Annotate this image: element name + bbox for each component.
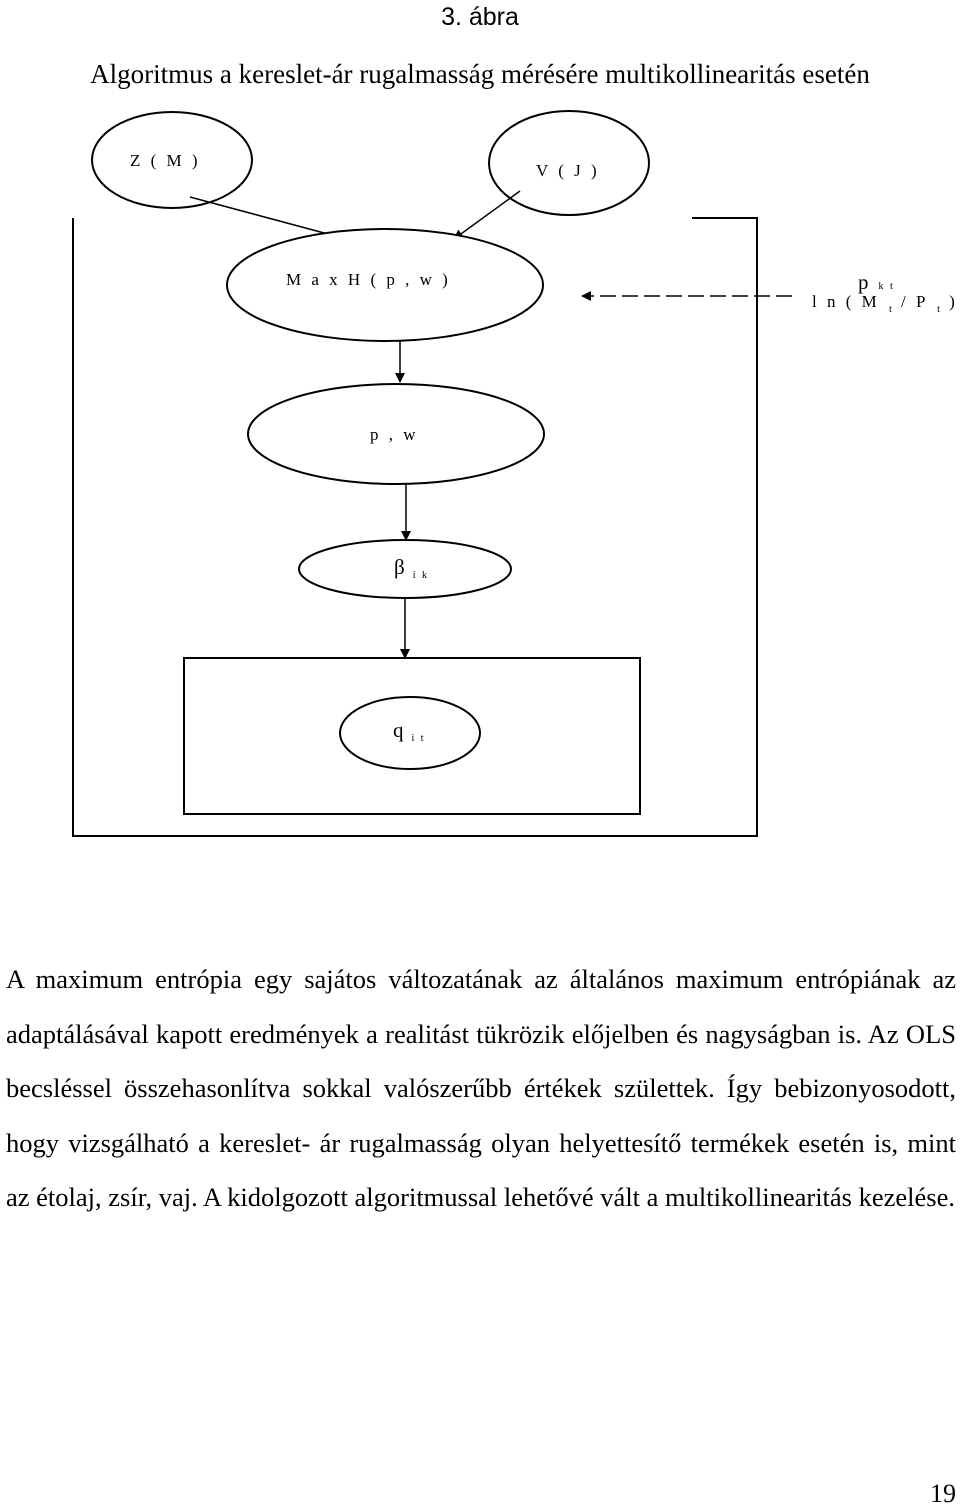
node-q-label: q $_{i t}$ [393,718,426,744]
input-top-label: p k t [858,270,895,294]
node-max-label: M a x H ( p , w ) [286,270,451,289]
node-pw-label: p , w [370,425,419,444]
body-paragraph: A maximum entrópia egy sajátos változatának az általános maximum entrópiának az adaptálásával kapott eredmények a realitást tükrözik előjelben és nagyságban is. Az OLS becsléssel összehasonlítva sokkal valószerűbb értékek születtek. Így bebizonyosodott, hogy vizsgálható a kereslet- ár rugalmasság olyan helyettesítő termékek esetén is, mint az étolaj, zsír, vaj. A kidolgozott algoritmussal lehetővé vált a multikollinearitás kezelése. [6,964,956,1212]
input-bottom-label: l n ( M $_t$ / P $_t$ ) [812,292,958,315]
figure-title: Algoritmus a kereslet-ár rugalmasság mérésére multikollinearitás esetén [90,59,870,89]
arrow-v-to-max [454,191,520,239]
node-q-ellipse [340,697,480,769]
page-number: 19 [930,1479,956,1508]
node-beta-label: β $_{i k}$ [394,555,429,581]
node-z-label: Z ( M ) [130,151,201,170]
figure-label: 3. ábra [441,3,519,31]
body-text [6,952,956,1225]
node-v-label: V ( J ) [536,161,600,180]
